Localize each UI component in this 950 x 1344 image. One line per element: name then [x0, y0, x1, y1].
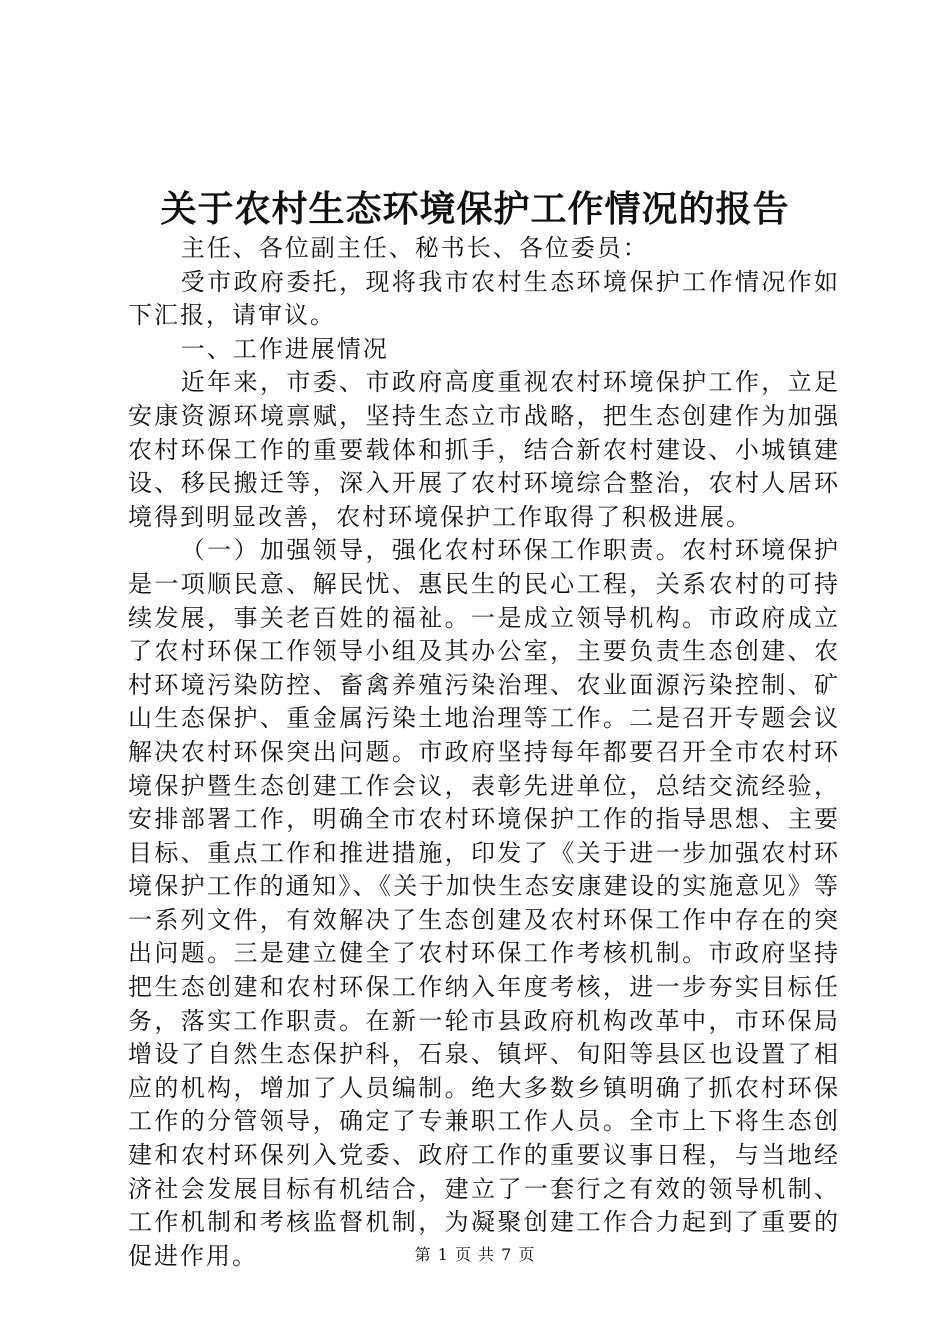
salutation-paragraph: 主任、各位副主任、秘书长、各位委员：: [180, 234, 649, 262]
overview-paragraph: 近年来，市委、市政府高度重视农村环境保护工作，立足安康资源环境禀赋，坚持生态立市战略，把生态创建作为加强农村环保工作的重要载体和抓手，结合新农村建设、小城镇建设、移民搬迁等，深入开展了农村环境综合整治，农村人居环境得到明显改善，农村环境保护工作取得了积极进展。: [128, 368, 840, 531]
document-body: [128, 232, 840, 1273]
page-number-footer: 第 1 页 共 7 页: [414, 1245, 536, 1264]
intro-paragraph: 受市政府委托，现将我市农村生态环境保护工作情况作如下汇报，请审议。: [128, 267, 840, 330]
document-title: 关于农村生态环境保护工作情况的报告: [160, 188, 790, 230]
subsection-paragraph: （一）加强领导，强化农村环保工作职责。农村环境保护是一项顺民意、解民忧、惠民生的民心工程，关系农村的可持续发展，事关老百姓的福祉。一是成立领导机构。市政府成立了农村环保工作领导小组及其办公室，主要负责生态创建、农村环境污染防控、畜禽养殖污染治理、农业面源污染控制、矿山生态保护、重金属污染土地治理等工作。二是召开专题会议解决农村环保突出问题。市政府坚持每年都要召开全市农村环境保护暨生态创建工作会议，表彰先进单位，总结交流经验，安排部署工作，明确全市农村环境保护工作的指导思想、主要目标、重点工作和推进措施，印发了《关于进一步加强农村环境保护工作的通知》、《关于加快生态安康建设的实施意见》等一系列文件，有效解决了生态创建及农村环保工作中存在的突出问题。三是建立健全了农村环保工作考核机制。市政府坚持把生态创建和农村环保工作纳入年度考核，进一步夯实目标任务，落实工作职责。在新一轮市县政府机构改革中，市环保局增设了自然生态保护科，石泉、镇坪、旬阳等县区也设置了相应的机构，增加了人员编制。绝大多数乡镇明确了抓农村环保工作的分管领导，确定了专兼职工作人员。全市上下将生态创建和农村环保列入党委、政府工作的重要议事日程，与当地经济社会发展目标有机结合，建立了一套行之有效的领导机制、工作机制和考核监督机制，为凝聚创建工作合力起到了重要的促进作用。: [128, 536, 840, 1270]
section-heading: 一、工作进展情况: [180, 334, 389, 363]
